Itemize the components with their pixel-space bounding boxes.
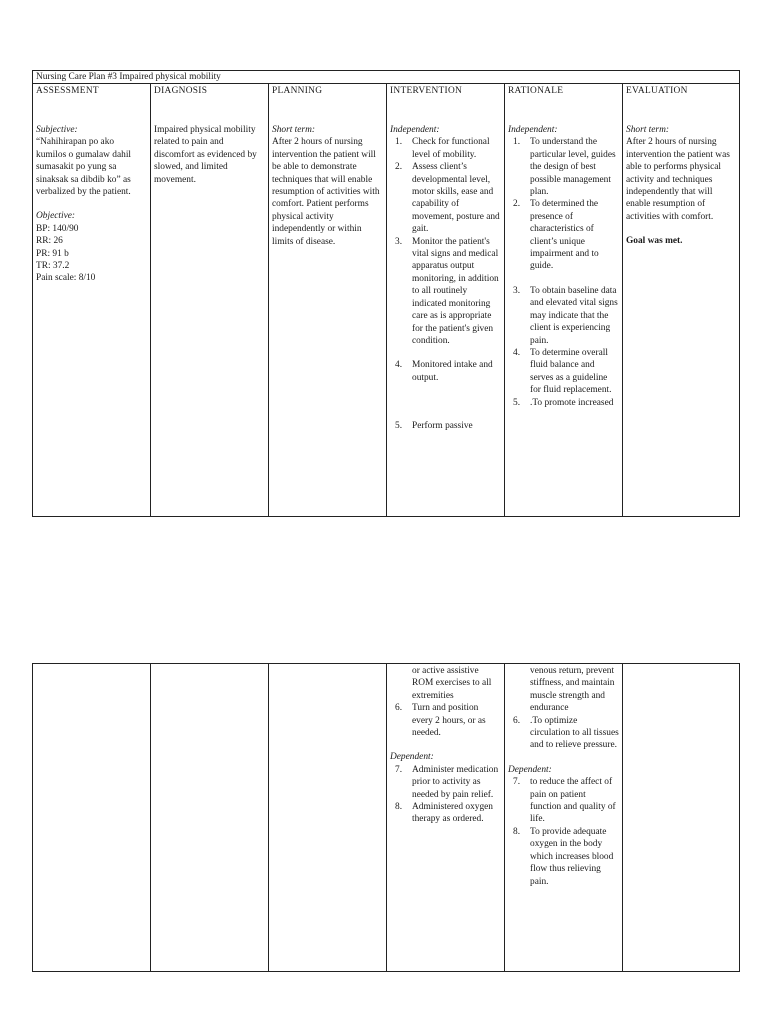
spacer bbox=[508, 273, 619, 285]
rationale-dependent-list bbox=[508, 776, 619, 888]
list-item: 4. Monitored intake and output. bbox=[395, 360, 493, 383]
list-item: 8. Administered oxygen therapy as ordered. bbox=[395, 802, 493, 825]
list-item: 2. To determined the presence of characteristics of client’s unique impairment and to guide. bbox=[513, 199, 599, 272]
list-item: 5. Perform passive bbox=[395, 421, 473, 432]
column-divider bbox=[150, 84, 151, 516]
list-item: 8. To provide adequate oxygen in the body which increases blood flow thus relieving pain. bbox=[513, 826, 614, 887]
spacer bbox=[390, 396, 500, 408]
care-plan-title: Nursing Care Plan #3 Impaired physical mobility bbox=[33, 71, 739, 84]
list-item: or active assistive ROM exercises to all extremities bbox=[412, 666, 492, 701]
list-item: 7. to reduce the affect of pain on patient function and quality of life. bbox=[513, 777, 616, 825]
dependent-label: Dependent: bbox=[390, 752, 434, 763]
list-item: 3. To obtain baseline data and elevated vital signs may indicate that the client is experiencing pain. bbox=[513, 285, 618, 346]
spacer bbox=[390, 408, 500, 420]
column-divider bbox=[504, 84, 505, 516]
column-divider bbox=[150, 664, 151, 971]
vital-pr: PR: 91 b bbox=[36, 248, 69, 259]
column-divider bbox=[268, 664, 269, 971]
header-planning: PLANNING bbox=[272, 86, 323, 96]
spacer bbox=[390, 347, 500, 359]
list-item: 6. Turn and position every 2 hours, or as needed. bbox=[395, 703, 486, 739]
evaluation-text: After 2 hours of nursing intervention the patient was able to performs physical activity and techniques independently that will enable resumption of activities with comfort. bbox=[626, 137, 730, 222]
rationale-label: Independent: bbox=[508, 125, 558, 135]
intervention-cell bbox=[390, 124, 500, 433]
intervention-list bbox=[390, 136, 500, 432]
header-assessment: ASSESSMENT bbox=[36, 86, 99, 96]
vital-bp: BP: 140/90 bbox=[36, 223, 79, 234]
care-plan-page-1 bbox=[32, 70, 740, 517]
intervention-dependent-list bbox=[390, 764, 500, 826]
evaluation-label: Short term: bbox=[626, 125, 669, 135]
column-divider bbox=[268, 84, 269, 516]
diagnosis-text: Impaired physical mobility related to pain and discomfort as evidenced by slowed, and limited movement. bbox=[154, 125, 257, 185]
header-rationale: RATIONALE bbox=[508, 86, 564, 96]
list-item: venous return, prevent stiffness, and maintain muscle strength and endurance bbox=[530, 666, 615, 714]
list-item: 5. .To promote increased bbox=[513, 397, 614, 408]
subjective-label: Subjective: bbox=[36, 125, 78, 135]
assessment-cell bbox=[36, 124, 146, 285]
rationale-cell bbox=[508, 124, 619, 409]
vital-tr: TR: 37.2 bbox=[36, 261, 70, 272]
planning-label: Short term: bbox=[272, 125, 315, 135]
diagnosis-cell bbox=[154, 124, 264, 186]
list-item: 4. To determine overall fluid balance and serves as a guideline for fluid replacement. bbox=[513, 347, 612, 396]
list-item: 7. Administer medication prior to activity as needed by pain relief. bbox=[395, 764, 499, 800]
column-divider bbox=[504, 664, 505, 971]
column-divider bbox=[622, 664, 623, 971]
list-item: 3. Monitor the patient's vital signs and medical apparatus output monitoring, in addition to all routinely indicated monitoring care as is appropriate for the patient's given condition. bbox=[395, 236, 499, 346]
objective-label: Objective: bbox=[36, 211, 76, 222]
vital-rr: RR: 26 bbox=[36, 236, 63, 247]
list-item: 1. To understand the particular level, guides the design of best possible management plan. bbox=[513, 137, 616, 198]
rationale-cell-continued bbox=[508, 665, 619, 888]
goal-status: Goal was met. bbox=[626, 236, 683, 247]
header-diagnosis: DIAGNOSIS bbox=[154, 86, 208, 96]
rationale-list bbox=[508, 136, 619, 409]
list-item: 1. Check for functional level of mobility. bbox=[395, 137, 490, 160]
column-divider bbox=[386, 664, 387, 971]
list-item: 2. Assess client’s developmental level, motor skills, ease and capability of movement, posture and gait. bbox=[395, 162, 500, 235]
vital-pain-scale: Pain scale: 8/10 bbox=[36, 273, 96, 284]
planning-text: After 2 hours of nursing intervention the patient will be able to demonstrate techniques that will enable resumption of activities with comfort. Patient performs physical activity independently or within limits of disease. bbox=[272, 137, 380, 247]
care-plan-page-2 bbox=[32, 663, 740, 972]
intervention-label: Independent: bbox=[390, 125, 440, 135]
header-evaluation: EVALUATION bbox=[626, 86, 688, 96]
planning-cell bbox=[272, 124, 384, 248]
subjective-text: “Nahihirapan po ako kumilos o gumalaw dahil sumasakit po yung sa sinaksak sa dibdib ko” as verbalized by the patient. bbox=[36, 137, 132, 198]
spacer bbox=[390, 384, 500, 396]
list-item: 6. .To optimize circulation to all tissues and to relieve pressure. bbox=[513, 715, 619, 751]
intervention-cell-continued bbox=[390, 665, 500, 826]
rationale-list-continued bbox=[508, 665, 619, 752]
dependent-label: Dependent: bbox=[508, 764, 552, 775]
column-divider bbox=[622, 84, 623, 516]
header-intervention: INTERVENTION bbox=[390, 86, 463, 96]
column-divider bbox=[386, 84, 387, 516]
intervention-list-continued bbox=[390, 665, 500, 739]
evaluation-cell bbox=[626, 124, 736, 248]
